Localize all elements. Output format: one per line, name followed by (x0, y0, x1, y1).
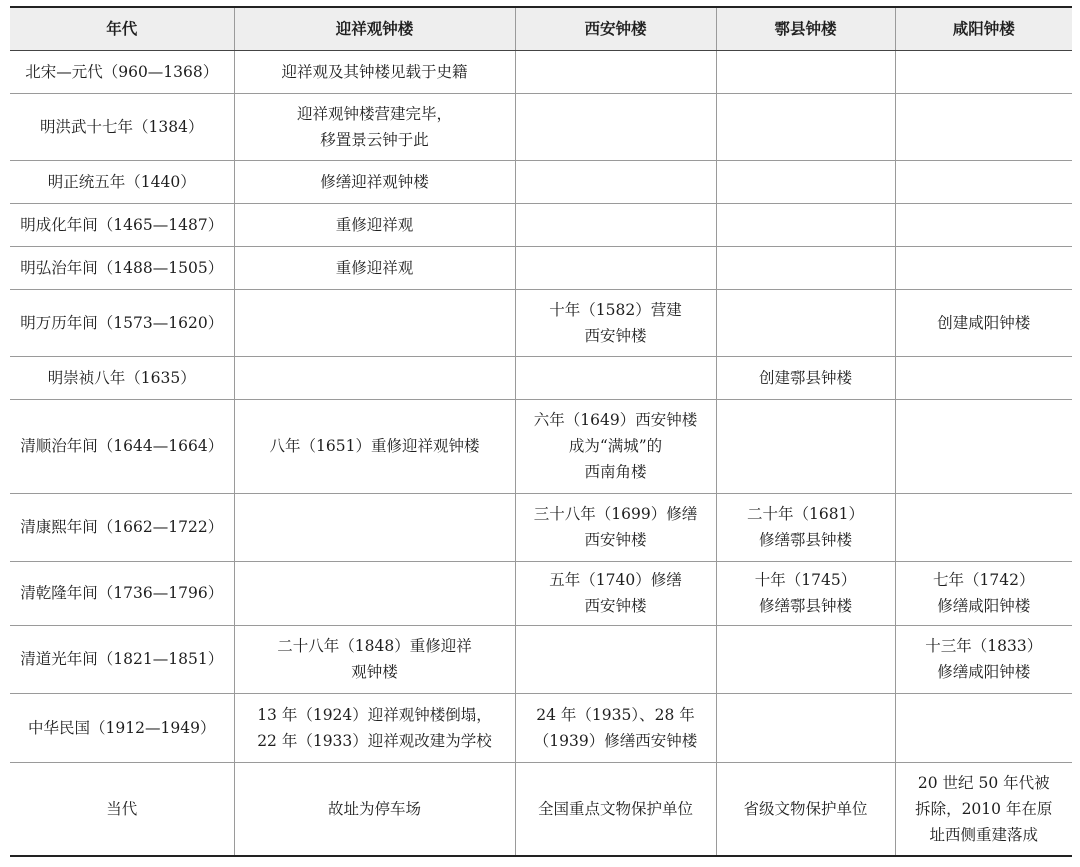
cell-xian (515, 246, 716, 289)
header-xian-bell-tower: 西安钟楼 (515, 7, 716, 50)
cell-huxian (716, 203, 895, 246)
bell-tower-chronology-table (10, 6, 1072, 857)
cell-xian: 全国重点文物保护单位 (515, 762, 716, 856)
cell-yingxiangguan: 八年（1651）重修迎祥观钟楼 (234, 399, 515, 493)
cell-yingxiangguan: 重修迎祥观 (234, 203, 515, 246)
cell-era: 清顺治年间（1644—1664） (10, 399, 234, 493)
cell-huxian (716, 289, 895, 356)
table-row (10, 762, 1072, 856)
table-body (10, 50, 1072, 856)
header-huxian-bell-tower: 鄠县钟楼 (716, 7, 895, 50)
cell-xianyang (895, 693, 1072, 762)
cell-huxian: 创建鄠县钟楼 (716, 356, 895, 399)
table-row (10, 289, 1072, 356)
cell-era: 明成化年间（1465—1487） (10, 203, 234, 246)
table-row (10, 50, 1072, 93)
cell-xianyang: 十三年（1833） 修缮咸阳钟楼 (895, 625, 1072, 693)
cell-xian (515, 93, 716, 160)
header-xianyang-bell-tower: 咸阳钟楼 (895, 7, 1072, 50)
cell-huxian: 十年（1745） 修缮鄠县钟楼 (716, 561, 895, 625)
cell-era: 明正统五年（1440） (10, 160, 234, 203)
cell-huxian: 二十年（1681） 修缮鄠县钟楼 (716, 493, 895, 561)
cell-xian (515, 50, 716, 93)
chronology-table-container (10, 6, 1072, 857)
table-row (10, 399, 1072, 493)
header-yingxiangguan-bell-tower: 迎祥观钟楼 (234, 7, 515, 50)
cell-era: 明万历年间（1573—1620） (10, 289, 234, 356)
cell-yingxiangguan: 13 年（1924）迎祥观钟楼倒塌， 22 年（1933）迎祥观改建为学校 (234, 693, 515, 762)
cell-yingxiangguan (234, 356, 515, 399)
cell-xian: 五年（1740）修缮 西安钟楼 (515, 561, 716, 625)
cell-huxian (716, 50, 895, 93)
cell-yingxiangguan: 迎祥观及其钟楼见载于史籍 (234, 50, 515, 93)
table-row (10, 203, 1072, 246)
cell-yingxiangguan: 修缮迎祥观钟楼 (234, 160, 515, 203)
cell-huxian (716, 93, 895, 160)
cell-yingxiangguan (234, 561, 515, 625)
table-row (10, 93, 1072, 160)
table-row (10, 493, 1072, 561)
cell-era: 明洪武十七年（1384） (10, 93, 234, 160)
cell-xian: 24 年（1935）、28 年 （1939）修缮西安钟楼 (515, 693, 716, 762)
cell-era: 当代 (10, 762, 234, 856)
cell-xian (515, 160, 716, 203)
cell-xian (515, 203, 716, 246)
cell-yingxiangguan: 迎祥观钟楼营建完毕， 移置景云钟于此 (234, 93, 515, 160)
cell-xian: 三十八年（1699）修缮 西安钟楼 (515, 493, 716, 561)
cell-xian (515, 356, 716, 399)
cell-yingxiangguan (234, 289, 515, 356)
cell-xianyang (895, 93, 1072, 160)
cell-xianyang (895, 399, 1072, 493)
cell-huxian: 省级文物保护单位 (716, 762, 895, 856)
cell-yingxiangguan: 重修迎祥观 (234, 246, 515, 289)
cell-era: 明崇祯八年（1635） (10, 356, 234, 399)
cell-era: 明弘治年间（1488—1505） (10, 246, 234, 289)
header-row (10, 7, 1072, 50)
cell-era: 清道光年间（1821—1851） (10, 625, 234, 693)
cell-huxian (716, 399, 895, 493)
header-era: 年代 (10, 7, 234, 50)
table-row (10, 561, 1072, 625)
cell-xianyang (895, 50, 1072, 93)
table-row (10, 160, 1072, 203)
cell-xian: 十年（1582）营建 西安钟楼 (515, 289, 716, 356)
cell-xianyang: 创建咸阳钟楼 (895, 289, 1072, 356)
cell-yingxiangguan (234, 493, 515, 561)
cell-xian: 六年（1649）西安钟楼 成为“满城”的 西南角楼 (515, 399, 716, 493)
cell-era: 北宋—元代（960—1368） (10, 50, 234, 93)
cell-xianyang (895, 246, 1072, 289)
cell-era: 清康熙年间（1662—1722） (10, 493, 234, 561)
table-row (10, 356, 1072, 399)
cell-xianyang: 七年（1742） 修缮咸阳钟楼 (895, 561, 1072, 625)
cell-xianyang (895, 493, 1072, 561)
cell-era: 中华民国（1912—1949） (10, 693, 234, 762)
table-row (10, 246, 1072, 289)
cell-yingxiangguan: 二十八年（1848）重修迎祥 观钟楼 (234, 625, 515, 693)
cell-huxian (716, 625, 895, 693)
cell-xian (515, 625, 716, 693)
cell-xianyang (895, 160, 1072, 203)
cell-yingxiangguan: 故址为停车场 (234, 762, 515, 856)
cell-huxian (716, 160, 895, 203)
cell-xianyang: 20 世纪 50 年代被 拆除，2010 年在原 址西侧重建落成 (895, 762, 1072, 856)
cell-huxian (716, 693, 895, 762)
cell-era: 清乾隆年间（1736—1796） (10, 561, 234, 625)
cell-huxian (716, 246, 895, 289)
cell-xianyang (895, 203, 1072, 246)
table-row (10, 625, 1072, 693)
cell-xianyang (895, 356, 1072, 399)
table-row (10, 693, 1072, 762)
